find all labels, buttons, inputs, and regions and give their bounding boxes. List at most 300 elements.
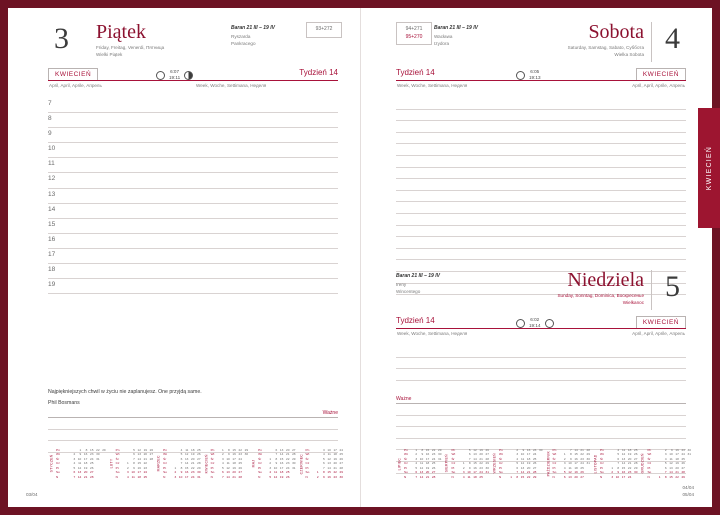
hour-row[interactable] [48, 158, 338, 173]
calendar-day[interactable]: 11 [622, 448, 626, 452]
calendar-day[interactable]: 3 [563, 461, 566, 466]
calendar-day[interactable]: 18 [279, 470, 284, 475]
calendar-day[interactable]: 27 [633, 456, 638, 461]
calendar-day[interactable]: 16 [675, 448, 679, 452]
calendar-day[interactable]: 26 [431, 465, 436, 470]
calendar-day[interactable]: 28 [339, 465, 343, 470]
calendar-day[interactable]: 1 [174, 465, 177, 470]
calendar-day[interactable]: 28 [238, 474, 242, 479]
calendar-day[interactable]: 12 [669, 461, 673, 466]
calendar-day[interactable]: 28 [197, 461, 201, 466]
calendar-day[interactable]: 5 [180, 452, 183, 457]
calendar-day[interactable]: 24 [627, 474, 632, 479]
calendar-day[interactable]: 19 [83, 465, 88, 470]
calendar-day[interactable]: 17 [473, 470, 477, 475]
calendar-day[interactable]: 1 [221, 448, 224, 452]
calendar-day[interactable]: 6 [180, 456, 183, 461]
calendar-day[interactable]: 17 [675, 452, 679, 457]
note-row[interactable] [396, 369, 686, 381]
calendar-day[interactable]: 29 [681, 474, 685, 479]
note-row[interactable] [396, 346, 686, 358]
calendar-day[interactable]: 18 [675, 456, 679, 461]
calendar-day[interactable]: 23 [627, 470, 632, 475]
calendar-day[interactable]: 6 [516, 465, 519, 470]
calendar-day[interactable]: 10 [669, 452, 673, 457]
calendar-day[interactable]: 13 [621, 456, 626, 461]
calendar-day[interactable]: 1 [127, 461, 129, 466]
calendar-day[interactable]: 31 [96, 456, 100, 461]
calendar-day[interactable]: 28 [292, 452, 296, 457]
calendar-day[interactable]: 11 [521, 456, 525, 461]
calendar-day[interactable]: 11 [185, 448, 189, 452]
calendar-day[interactable]: 7 [617, 461, 620, 466]
calendar-day[interactable]: 29 [197, 465, 201, 470]
calendar-day[interactable]: 14 [419, 474, 424, 479]
calendar-day[interactable]: 18 [83, 461, 88, 466]
calendar-day[interactable]: 17 [425, 456, 430, 461]
calendar-day[interactable]: 27 [149, 452, 154, 457]
calendar-day[interactable]: 8 [421, 448, 424, 452]
calendar-day[interactable]: 22 [143, 461, 148, 466]
calendar-day[interactable]: 12 [137, 448, 141, 452]
note-row[interactable] [396, 249, 686, 261]
calendar-day[interactable]: 22 [580, 452, 584, 457]
calendar-day[interactable]: 4 [516, 456, 519, 461]
calendar-day[interactable]: 16 [526, 448, 531, 452]
calendar-day[interactable]: 27 [339, 461, 343, 466]
calendar-day[interactable]: 20 [627, 456, 632, 461]
calendar-day[interactable]: 12 [184, 452, 189, 457]
calendar-day[interactable]: 9 [569, 456, 572, 461]
calendar-day[interactable]: 15 [90, 448, 94, 452]
note-row[interactable] [396, 404, 686, 416]
calendar-day[interactable]: 22 [96, 448, 100, 452]
calendar-day[interactable]: 30 [586, 456, 590, 461]
calendar-day[interactable]: 6 [133, 452, 135, 457]
note-row[interactable] [396, 179, 686, 191]
calendar-day[interactable]: 26 [580, 470, 584, 475]
calendar-day[interactable]: 13 [669, 465, 673, 470]
calendar-day[interactable]: 4 [221, 461, 224, 466]
calendar-day[interactable]: 5 [269, 474, 272, 479]
calendar-day[interactable]: 20 [333, 461, 337, 466]
calendar-day[interactable]: 10 [615, 474, 620, 479]
calendar-day[interactable]: 29 [339, 470, 343, 475]
calendar-day[interactable]: 11 [669, 456, 673, 461]
calendar-day[interactable]: 2 [563, 456, 566, 461]
calendar-day[interactable]: 13 [520, 465, 525, 470]
calendar-day[interactable]: 30 [96, 452, 100, 457]
calendar-day[interactable]: 1 [415, 448, 418, 452]
calendar-day[interactable]: 13 [137, 452, 141, 457]
calendar-day[interactable]: 16 [327, 474, 331, 479]
calendar-day[interactable]: 5 [133, 448, 135, 452]
calendar-month[interactable] [396, 448, 441, 479]
calendar-day[interactable]: 9 [228, 452, 230, 457]
calendar-day[interactable]: 19 [526, 461, 531, 466]
calendar-day[interactable]: 16 [184, 470, 189, 475]
calendar-day[interactable] [631, 475, 637, 479]
calendar-day[interactable]: 10 [131, 470, 135, 475]
calendar-day[interactable]: 1 [462, 461, 465, 466]
calendar-day[interactable]: 19 [279, 474, 284, 479]
calendar-day[interactable]: 26 [339, 456, 343, 461]
calendar-day[interactable]: 11 [467, 474, 471, 479]
calendar-day[interactable]: 18 [425, 461, 430, 466]
calendar-day[interactable]: 28 [485, 456, 489, 461]
calendar-month[interactable] [108, 448, 153, 479]
calendar-day[interactable]: 22 [333, 470, 337, 475]
calendar-day[interactable]: 11 [78, 461, 82, 466]
calendar-day[interactable]: 16 [473, 465, 477, 470]
calendar-day[interactable]: 20 [83, 470, 88, 475]
calendar-day[interactable]: 21 [526, 470, 531, 475]
calendar-day[interactable]: 20 [675, 465, 679, 470]
calendar-day[interactable]: 7 [221, 474, 224, 479]
calendar-day[interactable]: 29 [438, 448, 442, 452]
calendar-day[interactable]: 24 [90, 456, 94, 461]
calendar-day[interactable]: 11 [568, 465, 572, 470]
calendar-day[interactable]: 11 [419, 461, 424, 466]
calendar-day[interactable]: 19 [143, 448, 148, 452]
calendar-day[interactable]: 19 [627, 452, 632, 457]
calendar-day[interactable]: 27 [90, 470, 94, 475]
hour-row[interactable] [48, 143, 338, 158]
calendar-day[interactable]: 5 [563, 470, 566, 475]
calendar-day[interactable]: 15 [232, 448, 236, 452]
calendar-day[interactable]: 29 [292, 456, 296, 461]
calendar-day[interactable]: 15 [669, 474, 673, 479]
calendar-day[interactable]: 2 [664, 448, 667, 452]
calendar-day[interactable]: 5 [415, 465, 418, 470]
calendar-day[interactable]: 24 [143, 470, 148, 475]
calendar-day[interactable]: 8 [228, 448, 230, 452]
calendar-day[interactable]: 8 [617, 465, 620, 470]
calendar-day[interactable]: 29 [586, 452, 590, 457]
calendar-day[interactable]: 20 [232, 470, 236, 475]
calendar-day[interactable]: 23 [431, 452, 436, 457]
hour-row[interactable] [48, 113, 338, 128]
calendar-day[interactable]: 31 [485, 470, 489, 475]
calendar-day[interactable]: 7 [180, 461, 183, 466]
calendar-day[interactable] [536, 475, 542, 479]
calendar-day[interactable]: 12 [419, 465, 424, 470]
calendar-day[interactable]: 22 [675, 474, 679, 479]
hour-row[interactable] [48, 234, 338, 249]
calendar-day[interactable]: 30 [292, 461, 296, 466]
calendar-day[interactable]: 27 [580, 474, 584, 479]
calendar-day[interactable]: 3 [73, 456, 76, 461]
calendar-day[interactable]: 8 [664, 474, 667, 479]
calendar-day[interactable]: 4 [462, 474, 465, 479]
calendar-day[interactable]: 17 [83, 456, 88, 461]
calendar-day[interactable]: 8 [180, 465, 183, 470]
calendar-day[interactable]: 12 [621, 452, 626, 457]
calendar-day[interactable]: 25 [580, 465, 584, 470]
calendar-day[interactable]: 9 [617, 470, 620, 475]
hour-row[interactable] [48, 249, 338, 264]
calendar-day[interactable]: 8 [516, 474, 519, 479]
calendar-day[interactable]: 21 [232, 474, 236, 479]
calendar-day[interactable]: 18 [333, 452, 337, 457]
calendar-day[interactable]: 4 [73, 461, 76, 466]
calendar-day[interactable] [483, 475, 489, 479]
calendar-day[interactable]: 22 [238, 448, 242, 452]
calendar-day[interactable]: 16 [621, 470, 626, 475]
calendar-day[interactable]: 2 [611, 470, 614, 475]
calendar-day[interactable]: 6 [73, 470, 76, 475]
hour-row[interactable] [48, 189, 338, 204]
calendar-day[interactable]: 17 [232, 456, 236, 461]
calendar-day[interactable]: 10 [520, 452, 525, 457]
calendar-day[interactable]: 20 [285, 448, 290, 452]
calendar-day[interactable]: 15 [137, 461, 141, 466]
calendar-day[interactable]: 13 [419, 470, 424, 475]
calendar-day[interactable]: 26 [485, 448, 489, 452]
calendar-day[interactable]: 10 [77, 456, 82, 461]
calendar-day[interactable]: 20 [425, 470, 430, 475]
calendar-day[interactable]: 25 [143, 474, 148, 479]
calendar-day[interactable]: 1 [611, 465, 614, 470]
calendar-day[interactable]: 21 [580, 448, 584, 452]
calendar-day[interactable]: 6 [221, 470, 224, 475]
calendar-day[interactable]: 24 [339, 448, 343, 452]
calendar-day[interactable]: 6 [563, 474, 566, 479]
note-row[interactable] [396, 191, 686, 203]
calendar-day[interactable]: 16 [137, 465, 141, 470]
calendar-day[interactable]: 23 [580, 456, 584, 461]
calendar-day[interactable]: 22 [285, 456, 290, 461]
note-row[interactable] [396, 98, 686, 110]
calendar-day[interactable]: 22 [191, 465, 195, 470]
calendar-day[interactable]: 18 [574, 465, 578, 470]
calendar-day[interactable]: 9 [421, 452, 424, 457]
calendar-day[interactable]: 12 [520, 461, 525, 466]
calendar-day[interactable]: 23 [285, 461, 290, 466]
calendar-day[interactable]: 30 [244, 452, 249, 457]
calendar-day[interactable]: 13 [327, 461, 331, 466]
calendar-day[interactable]: 9 [468, 465, 471, 470]
calendar-day[interactable]: 17 [333, 448, 337, 452]
calendar-day[interactable]: 8 [133, 461, 135, 466]
calendar-day[interactable]: 7 [415, 474, 418, 479]
calendar-day[interactable] [435, 475, 441, 479]
calendar-day[interactable]: 8 [569, 452, 572, 457]
calendar-day[interactable]: 1 [510, 474, 513, 479]
calendar-day[interactable]: 5 [322, 456, 325, 461]
calendar-month[interactable] [443, 448, 488, 479]
calendar-day[interactable]: 19 [333, 456, 337, 461]
calendar-day[interactable]: 4 [322, 452, 325, 457]
calendar-day[interactable]: 22 [431, 448, 436, 452]
calendar-day[interactable]: 3 [174, 474, 177, 479]
calendar-day[interactable]: 22 [479, 461, 483, 466]
calendar-day[interactable]: 2 [316, 474, 319, 479]
calendar-day[interactable]: 24 [479, 470, 483, 475]
calendar-day[interactable]: 28 [90, 474, 94, 479]
calendar-day[interactable]: 10 [226, 456, 230, 461]
calendar-day[interactable]: 12 [77, 465, 82, 470]
calendar-day[interactable]: 25 [633, 448, 638, 452]
calendar-day[interactable]: 30 [539, 448, 543, 452]
calendar-day[interactable]: 10 [178, 474, 183, 479]
calendar-day[interactable]: 21 [143, 456, 148, 461]
calendar-day[interactable] [93, 475, 99, 479]
calendar-day[interactable]: 7 [73, 474, 76, 479]
calendar-day[interactable]: 8 [275, 456, 278, 461]
calendar-day[interactable]: 9 [79, 452, 82, 457]
calendar-day[interactable]: 25 [431, 461, 436, 466]
calendar-day[interactable]: 9 [322, 474, 325, 479]
calendar-day[interactable]: 27 [431, 470, 436, 475]
hour-row[interactable] [48, 264, 338, 279]
calendar-day[interactable]: 16 [279, 461, 284, 466]
calendar-day[interactable]: 23 [238, 452, 242, 457]
calendar-day[interactable]: 3 [127, 470, 129, 475]
calendar-day[interactable]: 18 [137, 474, 141, 479]
calendar-day[interactable]: 7 [322, 465, 325, 470]
calendar-day[interactable] [242, 475, 248, 479]
calendar-day[interactable]: 13 [226, 470, 230, 475]
calendar-day[interactable]: 18 [473, 474, 477, 479]
calendar-day[interactable]: 5 [468, 448, 471, 452]
calendar-day[interactable]: 12 [568, 470, 572, 475]
calendar-day[interactable]: 11 [226, 461, 230, 466]
note-row[interactable] [396, 427, 686, 439]
calendar-day[interactable]: 14 [473, 456, 477, 461]
calendar-day[interactable]: 25 [681, 456, 685, 461]
calendar-day[interactable]: 14 [137, 456, 141, 461]
calendar-day[interactable]: 5 [73, 465, 76, 470]
calendar-day[interactable]: 25 [285, 470, 290, 475]
calendar-month[interactable] [203, 448, 248, 479]
calendar-day[interactable]: 1 [658, 474, 661, 479]
calendar-day[interactable]: 29 [102, 448, 106, 452]
month-tab[interactable] [698, 108, 720, 228]
calendar-day[interactable]: 21 [191, 461, 195, 466]
calendar-day[interactable]: 27 [292, 448, 296, 452]
calendar-day[interactable]: 12 [273, 474, 278, 479]
calendar-day[interactable]: 12 [327, 456, 331, 461]
calendar-day[interactable]: 9 [522, 448, 525, 452]
calendar-day[interactable]: 11 [274, 470, 278, 475]
hour-row[interactable] [48, 128, 338, 143]
calendar-day[interactable]: 1 [79, 448, 82, 452]
calendar-day[interactable]: 20 [191, 456, 195, 461]
calendar-day[interactable]: 11 [327, 452, 331, 457]
calendar-day[interactable]: 13 [279, 448, 284, 452]
note-row[interactable] [396, 121, 686, 133]
calendar-day[interactable]: 17 [184, 474, 189, 479]
calendar-day[interactable]: 9 [133, 465, 135, 470]
calendar-day[interactable]: 29 [244, 448, 249, 452]
calendar-day[interactable]: 23 [143, 465, 148, 470]
note-row[interactable] [396, 214, 686, 226]
calendar-day[interactable]: 21 [83, 474, 88, 479]
calendar-day[interactable]: 10 [273, 465, 278, 470]
calendar-day[interactable]: 14 [226, 474, 230, 479]
calendar-day[interactable] [147, 475, 153, 479]
calendar-day[interactable]: 6 [664, 465, 667, 470]
calendar-month[interactable] [298, 448, 343, 479]
calendar-day[interactable]: 29 [633, 465, 638, 470]
calendar-day[interactable]: 7 [569, 448, 572, 452]
calendar-day[interactable]: 6 [468, 452, 471, 457]
calendar-day[interactable]: 30 [485, 465, 489, 470]
calendar-day[interactable]: 21 [285, 452, 290, 457]
calendar-day[interactable]: 31 [438, 456, 442, 461]
calendar-day[interactable]: 17 [526, 452, 531, 457]
calendar-day[interactable]: 13 [184, 456, 189, 461]
calendar-day[interactable]: 28 [532, 470, 537, 475]
calendar-day[interactable]: 15 [425, 448, 430, 452]
calendar-day[interactable]: 3 [415, 456, 418, 461]
calendar-day[interactable]: 10 [327, 448, 331, 452]
calendar-day[interactable]: 20 [574, 474, 578, 479]
hour-row[interactable] [48, 204, 338, 219]
calendar-day[interactable]: 6 [415, 470, 418, 475]
calendar-day[interactable]: 25 [90, 461, 94, 466]
calendar-day[interactable]: 26 [633, 452, 638, 457]
calendar-day[interactable]: 4 [617, 448, 620, 452]
calendar-day[interactable]: 16 [425, 452, 430, 457]
calendar-day[interactable]: 21 [479, 456, 483, 461]
calendar-day[interactable]: 24 [532, 452, 537, 457]
calendar-day[interactable] [685, 475, 691, 479]
calendar-day[interactable]: 1 [269, 456, 272, 461]
calendar-day[interactable]: 24 [681, 452, 685, 457]
calendar-day[interactable]: 4 [415, 461, 418, 466]
calendar-day[interactable]: 31 [586, 461, 590, 466]
calendar-day[interactable] [584, 475, 590, 479]
calendar-day[interactable]: 6 [617, 456, 620, 461]
calendar-day[interactable]: 28 [681, 470, 685, 475]
calendar-day[interactable]: 20 [479, 452, 483, 457]
calendar-day[interactable]: 15 [279, 456, 284, 461]
calendar-day[interactable]: 27 [681, 465, 685, 470]
calendar-day[interactable]: 13 [473, 452, 477, 457]
calendar-day[interactable]: 3 [611, 474, 614, 479]
calendar-day[interactable]: 4 [269, 470, 272, 475]
calendar-day[interactable]: 30 [633, 470, 638, 475]
calendar-day[interactable]: 26 [532, 461, 537, 466]
calendar-day[interactable]: 13 [77, 470, 82, 475]
calendar-day[interactable]: 9 [670, 448, 673, 452]
calendar-day[interactable]: 31 [687, 452, 691, 457]
calendar-day[interactable]: 25 [197, 448, 201, 452]
calendar-day[interactable]: 14 [327, 465, 331, 470]
calendar-day[interactable]: 17 [137, 470, 141, 475]
calendar-day[interactable]: 8 [468, 461, 471, 466]
calendar-day[interactable]: 4 [563, 465, 566, 470]
hour-row[interactable] [48, 219, 338, 234]
calendar-day[interactable]: 21 [333, 465, 337, 470]
calendar-day[interactable]: 30 [687, 448, 691, 452]
note-row[interactable] [396, 133, 686, 145]
calendar-day[interactable]: 3 [322, 448, 325, 452]
calendar-day[interactable]: 14 [279, 452, 284, 457]
calendar-day[interactable]: 19 [425, 465, 430, 470]
calendar-day[interactable]: 17 [621, 474, 626, 479]
calendar-day[interactable]: 7 [468, 456, 471, 461]
calendar-day[interactable]: 19 [574, 470, 578, 475]
calendar-day[interactable]: 21 [425, 474, 430, 479]
calendar-day[interactable]: 3 [269, 465, 272, 470]
calendar-day[interactable]: 18 [526, 456, 531, 461]
calendar-day[interactable]: 16 [232, 452, 236, 457]
calendar-day[interactable]: 2 [516, 448, 519, 452]
calendar-day[interactable]: 30 [339, 474, 343, 479]
